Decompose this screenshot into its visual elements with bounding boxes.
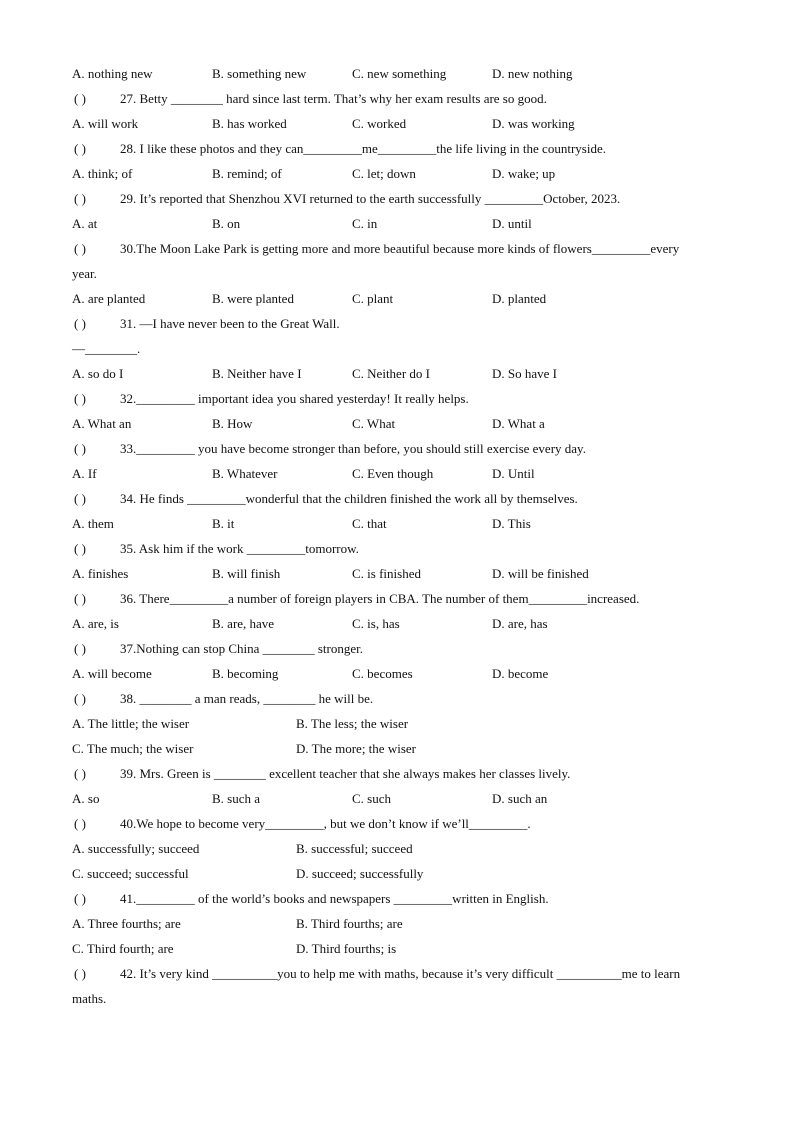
option-c: C. Neither do I	[352, 366, 430, 381]
option-b: B. The less; the wiser	[296, 716, 409, 731]
question-text: 36. There_________a number of foreign players in CBA. The number of them_________increased.	[120, 591, 640, 606]
option-d: D. will be finished	[492, 566, 589, 581]
question-text: 27. Betty ________ hard since last term. That’s why her exam results are so good.	[120, 91, 547, 106]
question-line	[72, 814, 732, 834]
options-row	[72, 789, 732, 809]
question-line	[72, 964, 732, 984]
question-line	[72, 689, 732, 709]
option-b: B. were planted	[212, 291, 294, 306]
options-row	[72, 664, 732, 684]
option-a: A. What an	[72, 416, 132, 431]
question-line	[72, 389, 732, 409]
answer-bracket[interactable]: ( )	[74, 966, 86, 981]
question-text: 34. He finds _________wonderful that the children finished the work all by themselves.	[120, 491, 578, 506]
options-row	[72, 739, 732, 759]
option-a: A. finishes	[72, 566, 129, 581]
question-line	[72, 764, 732, 784]
question-line	[72, 889, 732, 909]
question-line	[72, 639, 732, 659]
option-c: C. Even though	[352, 466, 434, 481]
answer-bracket[interactable]: ( )	[74, 766, 86, 781]
question-text: 42. It’s very kind __________you to help me with maths, because it’s very difficult __________me to learn	[120, 966, 681, 981]
option-b: B. are, have	[212, 616, 275, 631]
option-d: D. until	[492, 216, 532, 231]
answer-bracket[interactable]: ( )	[74, 691, 86, 706]
question-line	[72, 539, 732, 559]
question-line	[72, 489, 732, 509]
option-b: B. something new	[212, 66, 307, 81]
question-text: 35. Ask him if the work _________tomorrow.	[120, 541, 359, 556]
option-b: B. Neither have I	[212, 366, 302, 381]
question-line	[72, 314, 732, 334]
options-row	[72, 864, 732, 884]
option-c: C. that	[352, 516, 387, 531]
option-d: D. become	[492, 666, 549, 681]
question-text: 41._________ of the world’s books and newspapers _________written in English.	[120, 891, 549, 906]
option-d: D. The more; the wiser	[296, 741, 416, 756]
option-a: A. will become	[72, 666, 152, 681]
option-a: A. are, is	[72, 616, 119, 631]
option-d: D. was working	[492, 116, 575, 131]
question-text: 31. —I have never been to the Great Wall.	[120, 316, 340, 331]
option-a: A. at	[72, 216, 98, 231]
answer-bracket[interactable]: ( )	[74, 91, 86, 106]
option-b: B. on	[212, 216, 241, 231]
answer-bracket[interactable]: ( )	[74, 591, 86, 606]
options-row	[72, 614, 732, 634]
answer-bracket[interactable]: ( )	[74, 391, 86, 406]
option-d: D. wake; up	[492, 166, 556, 181]
answer-bracket[interactable]: ( )	[74, 441, 86, 456]
option-b: B. such a	[212, 791, 261, 806]
option-c: C. becomes	[352, 666, 413, 681]
option-d: D. are, has	[492, 616, 548, 631]
question-text: 33._________ you have become stronger than before, you should still exercise every day.	[120, 441, 586, 456]
question-line	[72, 89, 732, 109]
option-d: D. planted	[492, 291, 547, 306]
option-c: C. worked	[352, 116, 407, 131]
option-d: D. new nothing	[492, 66, 573, 81]
answer-bracket[interactable]: ( )	[74, 816, 86, 831]
text-line: year.	[72, 266, 97, 281]
option-a: A. so do I	[72, 366, 124, 381]
options-row	[72, 364, 732, 384]
option-a: A. successfully; succeed	[72, 841, 200, 856]
answer-bracket[interactable]: ( )	[74, 141, 86, 156]
question-line	[72, 189, 732, 209]
option-a: A. them	[72, 516, 114, 531]
option-b: B. it	[212, 516, 235, 531]
option-c: C. Third fourth; are	[72, 941, 174, 956]
question-text: 28. I like these photos and they can_________me_________the life living in the countryside.	[120, 141, 606, 156]
option-c: C. The much; the wiser	[72, 741, 194, 756]
option-a: A. The little; the wiser	[72, 716, 190, 731]
option-b: B. How	[212, 416, 253, 431]
option-a: A. think; of	[72, 166, 133, 181]
answer-bracket[interactable]: ( )	[74, 641, 86, 656]
option-d: D. So have I	[492, 366, 557, 381]
question-text: 39. Mrs. Green is ________ excellent teacher that she always makes her classes lively.	[120, 766, 571, 781]
options-row	[72, 564, 732, 584]
question-line	[72, 439, 732, 459]
question-text: 38. ________ a man reads, ________ he will be.	[120, 691, 374, 706]
option-b: B. remind; of	[212, 166, 282, 181]
option-d: D. Third fourths; is	[296, 941, 397, 956]
option-d: D. What a	[492, 416, 545, 431]
option-b: B. Third fourths; are	[296, 916, 403, 931]
option-c: C. in	[352, 216, 378, 231]
text-line: maths.	[72, 991, 107, 1006]
options-row	[72, 114, 732, 134]
option-a: A. Three fourths; are	[72, 916, 181, 931]
option-b: B. Whatever	[212, 466, 278, 481]
options-row	[72, 939, 732, 959]
question-text: 29. It’s reported that Shenzhou XVI returned to the earth successfully _________October, 2023.	[120, 191, 621, 206]
answer-bracket[interactable]: ( )	[74, 241, 86, 256]
answer-bracket[interactable]: ( )	[74, 891, 86, 906]
option-c: C. plant	[352, 291, 394, 306]
question-line	[72, 589, 732, 609]
options-row	[72, 64, 732, 84]
options-row	[72, 514, 732, 534]
options-row	[72, 164, 732, 184]
option-b: B. has worked	[212, 116, 287, 131]
question-text: 37.Nothing can stop China ________ stronger.	[120, 641, 364, 656]
option-a: A. nothing new	[72, 66, 153, 81]
options-row	[72, 214, 732, 234]
question-line	[72, 239, 732, 259]
option-c: C. What	[352, 416, 396, 431]
options-row	[72, 714, 732, 734]
answer-bracket[interactable]: ( )	[74, 491, 86, 506]
options-row	[72, 839, 732, 859]
option-d: D. Until	[492, 466, 535, 481]
option-c: C. let; down	[352, 166, 416, 181]
option-c: C. succeed; successful	[72, 866, 189, 881]
option-d: D. succeed; successfully	[296, 866, 424, 881]
question-line	[72, 139, 732, 159]
answer-bracket[interactable]: ( )	[74, 541, 86, 556]
options-row	[72, 914, 732, 934]
options-row	[72, 289, 732, 309]
option-c: C. such	[352, 791, 391, 806]
answer-bracket[interactable]: ( )	[74, 316, 86, 331]
option-a: A. are planted	[72, 291, 146, 306]
option-a: A. so	[72, 791, 100, 806]
option-b: B. will finish	[212, 566, 281, 581]
question-text: 40.We hope to become very_________, but we don’t know if we’ll_________.	[120, 816, 531, 831]
option-c: C. new something	[352, 66, 447, 81]
option-d: D. This	[492, 516, 531, 531]
options-row	[72, 414, 732, 434]
option-a: A. If	[72, 466, 97, 481]
question-text: 32._________ important idea you shared yesterday! It really helps.	[120, 391, 469, 406]
option-c: C. is, has	[352, 616, 400, 631]
option-d: D. such an	[492, 791, 548, 806]
option-b: B. becoming	[212, 666, 279, 681]
options-row	[72, 464, 732, 484]
text-line: —________.	[72, 341, 141, 356]
answer-bracket[interactable]: ( )	[74, 191, 86, 206]
option-b: B. successful; succeed	[296, 841, 413, 856]
option-a: A. will work	[72, 116, 139, 131]
question-text: 30.The Moon Lake Park is getting more and more beautiful because more kinds of flowers_________every	[120, 241, 680, 256]
option-c: C. is finished	[352, 566, 421, 581]
